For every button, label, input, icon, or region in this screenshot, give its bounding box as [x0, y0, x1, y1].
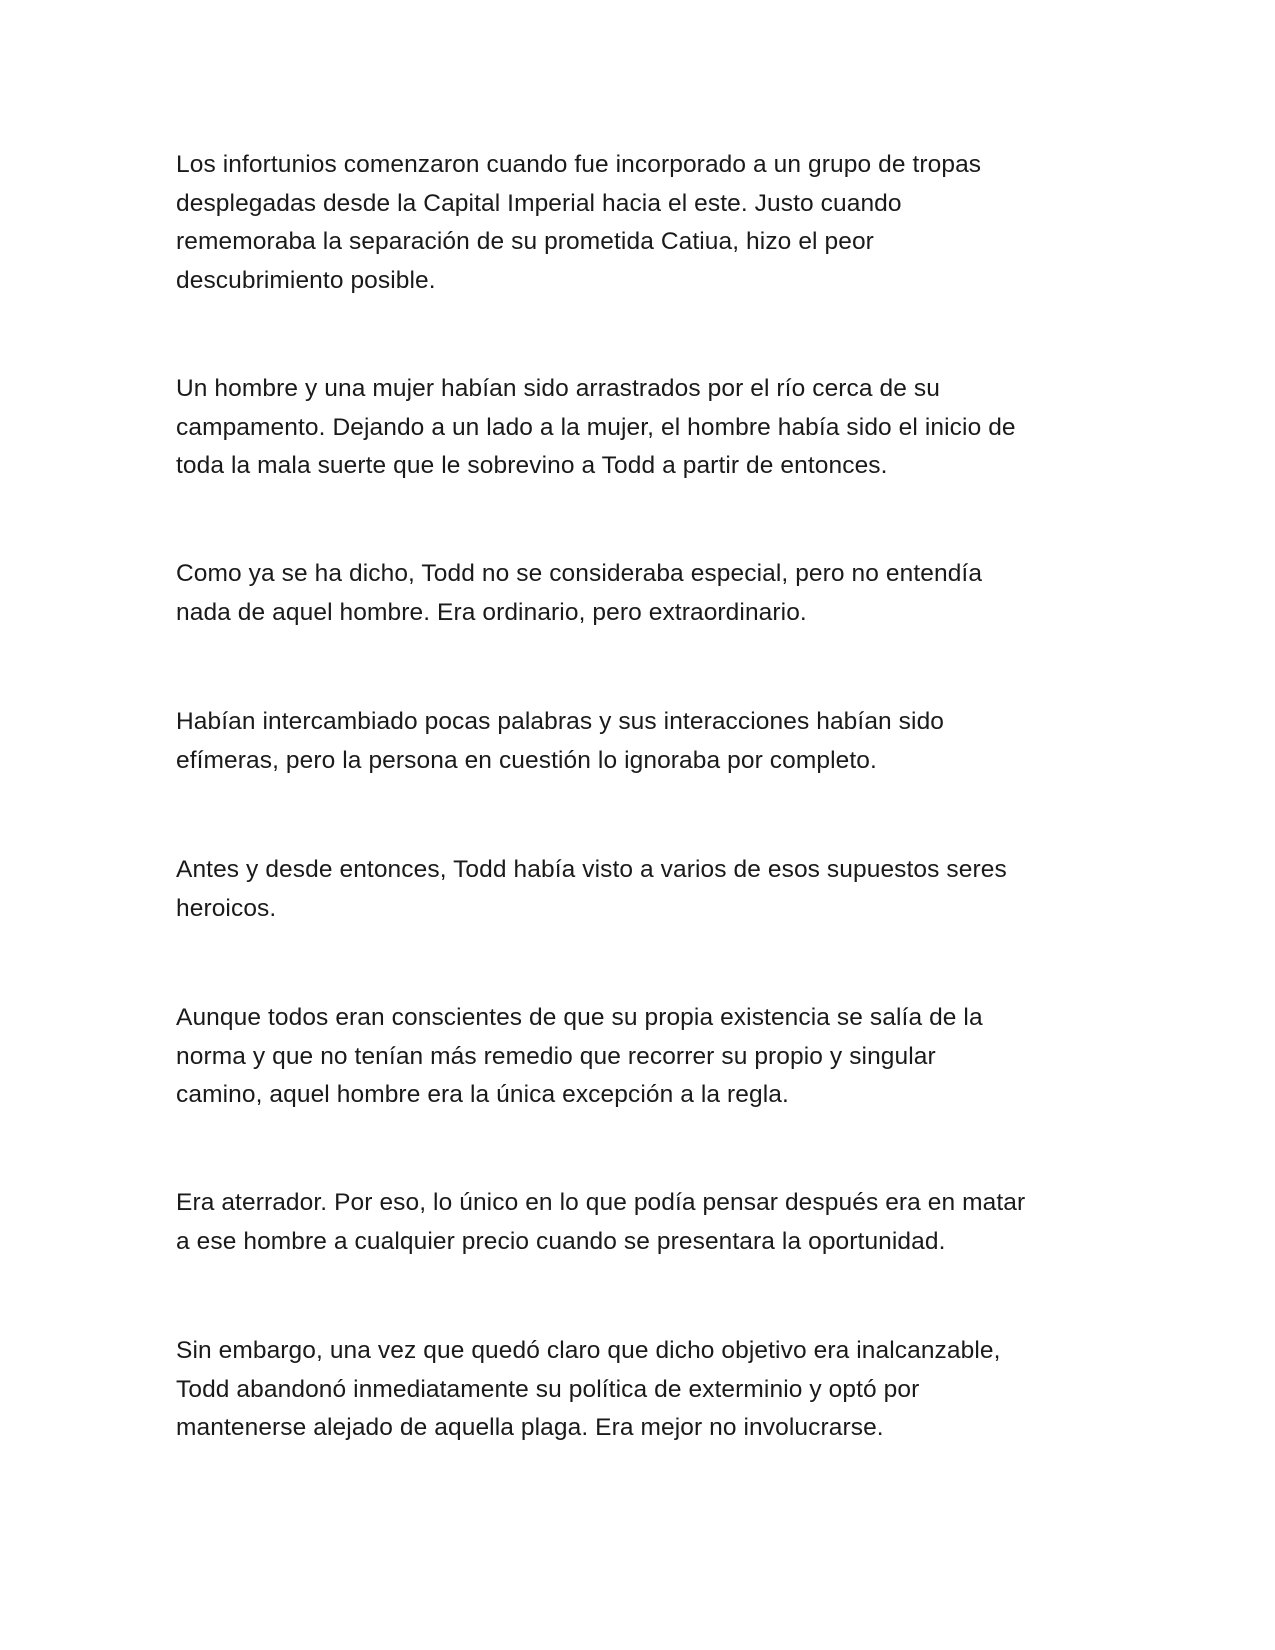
paragraph-8: [176, 1332, 1106, 1448]
paragraph-2: [176, 370, 1106, 486]
paragraph-line: Sin embargo, una vez que quedó claro que dicho objetivo era inalcanzable,: [176, 1337, 1001, 1364]
paragraph-1: [176, 146, 1106, 300]
paragraph-4: [176, 703, 1106, 780]
paragraph-line: Un hombre y una mujer habían sido arrastrados por el río cerca de su: [176, 375, 940, 402]
paragraph-line: mantenerse alejado de aquella plaga. Era mejor no involucrarse.: [176, 1414, 884, 1441]
paragraph-line: Habían intercambiado pocas palabras y sus interacciones habían sido: [176, 708, 945, 735]
paragraph-line: Los infortunios comenzaron cuando fue incorporado a un grupo de tropas: [176, 151, 982, 178]
paragraph-line: nada de aquel hombre. Era ordinario, pero extraordinario.: [176, 598, 807, 626]
paragraph-7: [176, 1184, 1106, 1261]
paragraph-5: [176, 851, 1106, 928]
paragraph-line: camino, aquel hombre era la única excepción a la regla.: [176, 1081, 789, 1108]
paragraph-line: desplegadas desde la Capital Imperial hacia el este. Justo cuando: [176, 189, 902, 217]
paragraph-line: Todd abandonó inmediatamente su política de exterminio y optó por: [176, 1375, 920, 1403]
paragraph-line: toda la mala suerte que le sobrevino a Todd a partir de entonces.: [176, 452, 888, 479]
paragraph-line: a ese hombre a cualquier precio cuando se presentara la oportunidad.: [176, 1227, 946, 1255]
paragraph-line: Como ya se ha dicho, Todd no se consideraba especial, pero no entendía: [176, 560, 983, 587]
paragraph-line: heroicos.: [176, 894, 277, 922]
paragraph-line: Era aterrador. Por eso, lo único en lo que podía pensar después era en matar: [176, 1189, 1026, 1216]
paragraph-line: efímeras, pero la persona en cuestión lo ignoraba por completo.: [176, 746, 877, 774]
paragraph-line: Aunque todos eran conscientes de que su propia existencia se salía de la: [176, 1004, 983, 1031]
paragraph-3: [176, 555, 1106, 632]
paragraph-6: [176, 999, 1106, 1115]
paragraph-line: Antes y desde entonces, Todd había visto a varios de esos supuestos seres: [176, 856, 1007, 883]
paragraph-line: campamento. Dejando a un lado a la mujer, el hombre había sido el inicio de: [176, 413, 1016, 441]
paragraph-line: descubrimiento posible.: [176, 266, 436, 294]
paragraph-line: norma y que no tenían más remedio que recorrer su propio y singular: [176, 1042, 936, 1070]
paragraph-line: rememoraba la separación de su prometida Catiua, hizo el peor: [176, 228, 874, 255]
